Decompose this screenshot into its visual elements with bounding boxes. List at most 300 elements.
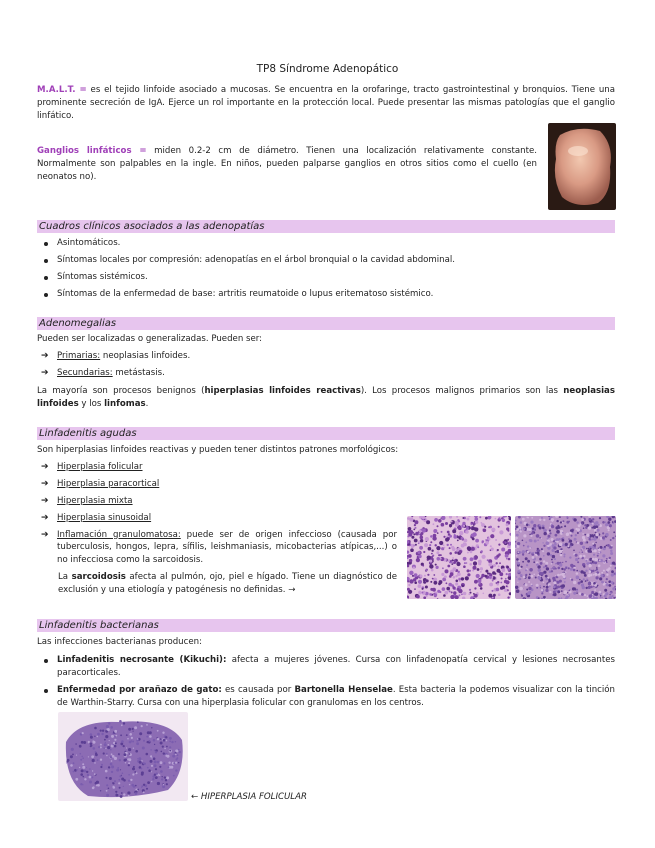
histology-speckle [597, 553, 599, 555]
histology-speckle [452, 529, 456, 533]
histology-speckle [550, 554, 552, 556]
histology-speckle [554, 558, 556, 560]
histology-speckle [70, 764, 73, 767]
histology-speckle [516, 558, 519, 561]
histology-speckle [551, 570, 553, 572]
histology-speckle [487, 537, 489, 539]
histology-speckle [527, 592, 530, 595]
histology-speckle [583, 565, 585, 567]
histology-speckle [469, 589, 471, 591]
histology-speckle [466, 562, 468, 564]
histology-speckle [449, 535, 452, 538]
histology-speckle [544, 532, 547, 535]
histology-speckle [461, 593, 463, 595]
histology-speckle [593, 537, 596, 540]
histology-speckle [149, 731, 152, 734]
histology-speckle [153, 757, 156, 760]
histology-speckle [569, 532, 572, 535]
histology-speckle [601, 574, 604, 577]
histology-speckle [569, 540, 572, 543]
histology-speckle [533, 524, 536, 527]
histology-speckle [477, 568, 480, 571]
histology-speckle [456, 559, 458, 561]
histology-speckle [449, 552, 452, 555]
histology-speckle [598, 524, 600, 526]
histology-speckle [488, 594, 492, 598]
histology-speckle [128, 774, 130, 776]
lymph-node-photo [548, 123, 616, 210]
histology-speckle [126, 747, 127, 748]
histology-speckle [562, 584, 565, 587]
histology-speckle [445, 522, 448, 525]
histology-speckle [108, 788, 110, 790]
histology-speckle [588, 570, 591, 573]
histology-speckle [123, 793, 125, 795]
histology-speckle [516, 576, 518, 578]
page-title: TP8 Síndrome Adenopático [256, 63, 399, 75]
histology-speckle [521, 566, 523, 568]
histology-speckle [129, 753, 130, 754]
section-header-adenomegalias: Adenomegalias [37, 317, 615, 330]
histology-speckle [586, 562, 588, 564]
histology-speckle [151, 765, 153, 767]
histology-speckle [594, 529, 597, 532]
histology-speckle [452, 559, 454, 561]
histology-speckle [541, 592, 543, 594]
malt-paragraph [37, 84, 615, 123]
histology-speckle [146, 736, 148, 738]
histology-speckle [130, 779, 132, 781]
histology-speckle [106, 790, 108, 792]
histology-speckle [517, 545, 520, 548]
histology-speckle [601, 581, 604, 584]
histology-speckle [111, 735, 114, 738]
histology-speckle [608, 584, 611, 587]
histology-speckle [584, 534, 586, 536]
histology-speckle [81, 769, 84, 772]
histology-speckle [407, 530, 410, 533]
histology-speckle [540, 587, 541, 588]
histology-speckle [538, 577, 541, 580]
histology-speckle [499, 572, 503, 576]
histology-speckle [559, 550, 562, 553]
histology-speckle [114, 739, 116, 741]
histology-speckle [558, 567, 561, 570]
histology-speckle [549, 532, 551, 534]
histology-speckle [492, 590, 494, 592]
histology-speckle [552, 549, 555, 552]
histology-speckle [166, 740, 168, 742]
histology-speckle [103, 752, 105, 754]
histology-speckle [473, 561, 477, 565]
histology-speckle [474, 594, 478, 598]
histology-speckle [418, 580, 422, 584]
histology-speckle [507, 596, 509, 598]
histology-speckle [89, 768, 91, 770]
histology-speckle [595, 532, 597, 534]
histology-speckle [136, 742, 139, 745]
histology-speckle [173, 775, 175, 777]
histology-speckle [441, 531, 443, 533]
histology-speckle [425, 569, 427, 571]
histology-speckle [101, 764, 103, 766]
histology-speckle [160, 761, 163, 764]
histology-speckle [532, 556, 535, 559]
histology-speckle [541, 517, 543, 519]
histology-speckle [408, 543, 410, 545]
section-header-cuadros: Cuadros clínicos asociados a las adenopatías [37, 220, 615, 233]
histology-speckle [546, 567, 549, 570]
histology-speckle [155, 768, 157, 770]
histology-speckle [108, 744, 110, 746]
histology-speckle [506, 573, 508, 575]
histology-speckle [151, 781, 153, 783]
histology-speckle [557, 586, 560, 589]
histology-speckle [432, 578, 434, 580]
histology-speckle [482, 555, 486, 559]
histology-speckle [100, 790, 101, 791]
text-span: . [145, 398, 149, 409]
histology-speckle [175, 750, 178, 753]
histology-speckle [609, 524, 612, 527]
histology-speckle [468, 593, 470, 595]
histology-speckle [444, 575, 447, 578]
histology-speckle [579, 570, 581, 572]
histology-speckle [114, 757, 117, 760]
histology-speckle [81, 741, 84, 744]
malt-text: es el tejido linfoide asociado a mucosas. Se encuentra en la orofaringe, tracto gastrointestinal y bronquios. Tiene una prominente secreción de IgA. Ejerce un rol importante en la protección local. Puede presentar las mismas patologías que el ganglio linfático. [37, 85, 615, 121]
item-label: Hiperplasia sinusoidal [57, 512, 152, 523]
histology-speckle [592, 550, 594, 552]
histology-speckle [150, 755, 152, 757]
histology-speckle [429, 560, 432, 563]
histology-speckle [86, 767, 87, 768]
histology-speckle [465, 576, 469, 580]
histology-speckle [557, 525, 559, 527]
histology-speckle [506, 527, 509, 530]
histology-speckle [166, 776, 169, 779]
histology-speckle [431, 553, 433, 555]
histology-speckle [562, 520, 564, 522]
histology-speckle [432, 536, 436, 540]
histology-speckle [536, 555, 538, 557]
histology-speckle [605, 582, 607, 584]
histology-speckle [527, 560, 530, 563]
histology-speckle [577, 528, 580, 531]
histology-speckle [91, 776, 93, 778]
histology-speckle [75, 778, 78, 781]
histology-speckle [131, 740, 132, 741]
histology-speckle [146, 788, 148, 790]
histology-speckle [567, 532, 569, 534]
histology-speckle [100, 730, 102, 732]
histology-speckle [447, 544, 449, 546]
histology-speckle [487, 559, 489, 561]
histology-speckle [466, 518, 469, 521]
histology-speckle [501, 578, 503, 580]
histology-speckle [595, 570, 597, 572]
histology-speckle [537, 539, 539, 541]
histology-speckle [429, 544, 431, 546]
histology-speckle [569, 590, 571, 592]
histology-speckle [416, 595, 420, 599]
histology-speckle [72, 754, 74, 756]
histology-speckle [80, 783, 82, 785]
histology-speckle [593, 574, 595, 576]
histology-speckle [485, 517, 488, 520]
histology-speckle [498, 544, 500, 546]
histology-speckle [585, 580, 587, 582]
histology-speckle [90, 743, 93, 746]
histology-speckle [559, 563, 562, 566]
histology-speckle [455, 551, 458, 554]
histology-speckle [493, 594, 496, 597]
histology-speckle [490, 534, 494, 538]
histology-speckle [437, 532, 439, 534]
histology-speckle [160, 742, 163, 745]
histology-speckle [608, 518, 611, 521]
histology-speckle [581, 522, 583, 524]
histology-speckle [114, 780, 116, 782]
histology-speckle [557, 574, 560, 577]
histology-speckle [134, 771, 136, 773]
histology-speckle [498, 526, 500, 528]
histology-speckle [441, 573, 444, 576]
histology-speckle [179, 751, 181, 753]
histology-speckle [568, 545, 570, 547]
histology-speckle [121, 724, 123, 726]
histology-speckle [610, 565, 612, 567]
histology-speckle [506, 558, 508, 560]
histology-speckle [612, 562, 615, 565]
histology-speckle [92, 770, 93, 771]
histology-speckle [107, 728, 110, 731]
histology-speckle [82, 757, 84, 759]
histology-speckle [472, 538, 475, 541]
histology-speckle [463, 565, 466, 568]
histology-speckle [138, 757, 141, 760]
histology-speckle [595, 592, 599, 596]
histology-speckle [439, 541, 443, 545]
histology-speckle [546, 586, 549, 589]
histology-speckle [96, 784, 98, 786]
histology-speckle [93, 747, 96, 750]
histology-speckle [602, 536, 605, 539]
histology-speckle [555, 551, 557, 553]
histology-speckle [576, 576, 580, 580]
histology-speckle [464, 562, 466, 564]
histology-speckle [596, 525, 599, 528]
histology-speckle [536, 584, 539, 587]
histology-speckle [500, 582, 502, 584]
histology-speckle [111, 760, 113, 762]
histology-speckle [91, 755, 94, 758]
histology-speckle [610, 539, 612, 541]
histology-speckle [543, 555, 545, 557]
item-text: neoplasias linfoides. [100, 351, 191, 361]
histology-speckle [458, 571, 460, 573]
histology-speckle [125, 762, 126, 763]
histology-speckle [597, 529, 600, 532]
histology-speckle [588, 526, 592, 530]
histology-speckle [573, 592, 576, 595]
histology-speckle [555, 563, 557, 565]
histology-speckle [143, 740, 145, 742]
histology-speckle [416, 558, 420, 562]
histology-speckle [157, 738, 159, 740]
histology-speckle [88, 741, 90, 743]
histology-speckle [115, 735, 117, 737]
histology-speckle [574, 567, 576, 569]
text-span: y los [78, 398, 105, 409]
histology-speckle [592, 546, 595, 549]
histology-speckle [519, 551, 521, 553]
histology-speckle [106, 725, 109, 728]
histology-speckle [443, 536, 445, 538]
histology-speckle [413, 529, 415, 531]
histology-speckle [414, 520, 418, 524]
histology-speckle [107, 746, 110, 749]
histology-speckle [507, 542, 509, 544]
section-header-bacterianas: Linfadenitis bacterianas [37, 619, 615, 632]
histology-speckle [410, 548, 414, 552]
histology-speckle [475, 539, 479, 543]
histology-speckle [484, 526, 486, 528]
histology-speckle [529, 534, 531, 536]
histology-speckle [163, 784, 164, 785]
histology-speckle [568, 567, 570, 569]
histology-speckle [111, 753, 113, 755]
histology-speckle [150, 749, 151, 750]
histology-speckle [543, 560, 546, 563]
histology-speckle [549, 518, 551, 520]
histology-speckle [409, 571, 413, 575]
histology-speckle [118, 782, 120, 784]
histology-speckle [592, 543, 594, 545]
histology-speckle [161, 751, 163, 753]
histology-speckle [175, 762, 177, 764]
item-text: es causada por [221, 684, 295, 695]
histology-speckle [477, 546, 479, 548]
histology-speckle [555, 568, 557, 570]
histology-speckle [605, 521, 607, 523]
histology-speckle [452, 547, 456, 551]
histology-speckle [434, 581, 438, 585]
histology-speckle [79, 767, 80, 768]
histology-speckle [418, 533, 420, 535]
histology-speckle [535, 577, 537, 579]
histology-speckle [118, 753, 120, 755]
histology-speckle [92, 740, 94, 742]
histology-speckle [530, 552, 532, 554]
histology-speckle [73, 762, 75, 764]
histology-speckle [90, 745, 92, 747]
histology-speckle [450, 595, 454, 599]
histology-speckle [592, 558, 595, 561]
histology-speckle [436, 546, 440, 550]
histology-speckle [71, 748, 74, 751]
list-item: Síntomas de la enfermedad de base: artritis reumatoide o lupus eritematoso sistémico. [37, 288, 615, 301]
histology-speckle [520, 574, 523, 577]
histology-speckle [70, 755, 73, 758]
histology-speckle [414, 524, 416, 526]
histology-speckle [163, 739, 166, 742]
histology-speckle [159, 766, 161, 768]
histology-speckle [609, 557, 611, 559]
histology-speckle [431, 569, 434, 572]
histology-speckle [467, 573, 470, 576]
histology-speckle [128, 764, 130, 766]
histology-speckle [553, 567, 555, 569]
histology-speckle [421, 532, 424, 535]
histology-speckle [483, 593, 485, 595]
histology-speckle [542, 550, 544, 552]
histology-speckle [584, 574, 587, 577]
histology-speckle [537, 565, 540, 568]
histology-speckle [600, 595, 602, 597]
histology-speckle [519, 530, 522, 533]
histology-speckle [571, 529, 574, 532]
histology-speckle [148, 769, 151, 772]
histology-speckle [581, 548, 583, 550]
histology-speckle [141, 768, 143, 770]
adenomegalias-list [37, 350, 615, 384]
histology-speckle [553, 581, 556, 584]
histology-speckle [100, 759, 102, 761]
histology-speckle [525, 541, 527, 543]
histology-speckle [542, 542, 543, 543]
histology-speckle [519, 526, 521, 528]
histology-speckle [579, 555, 582, 558]
histology-speckle [561, 526, 563, 528]
histology-speckle [169, 750, 171, 752]
histology-speckle [523, 534, 526, 537]
histology-speckle [163, 762, 165, 764]
histology-speckle [518, 578, 521, 581]
histology-speckle [141, 725, 143, 727]
histology-speckle [152, 778, 154, 780]
histology-speckle [141, 785, 143, 787]
histology-speckle [596, 576, 599, 579]
histology-speckle [163, 752, 165, 754]
histology-speckle [119, 759, 121, 761]
histology-speckle [132, 728, 134, 730]
histology-speckle [595, 542, 596, 543]
histology-speckle [533, 561, 535, 563]
histology-speckle [537, 548, 539, 550]
histology-speckle [532, 527, 534, 529]
histology-speckle [165, 736, 167, 738]
follicular-caption: ← HIPERPLASIA FOLICULAR [191, 792, 307, 802]
histology-speckle [441, 523, 445, 527]
histology-speckle [495, 518, 497, 520]
histology-speckle [127, 758, 129, 760]
list-item [37, 495, 397, 508]
histology-speckle [551, 559, 553, 561]
histology-speckle [121, 775, 122, 776]
histology-speckle [94, 773, 96, 775]
histology-speckle [500, 587, 503, 590]
histology-speckle [133, 766, 135, 768]
histology-speckle [459, 550, 462, 553]
histology-speckle [518, 560, 520, 562]
histology-speckle [437, 525, 439, 527]
histology-speckle [543, 545, 545, 547]
histology-speckle [523, 576, 526, 579]
histology-speckle [608, 529, 610, 531]
histology-speckle [415, 544, 417, 546]
histology-speckle [568, 538, 570, 540]
